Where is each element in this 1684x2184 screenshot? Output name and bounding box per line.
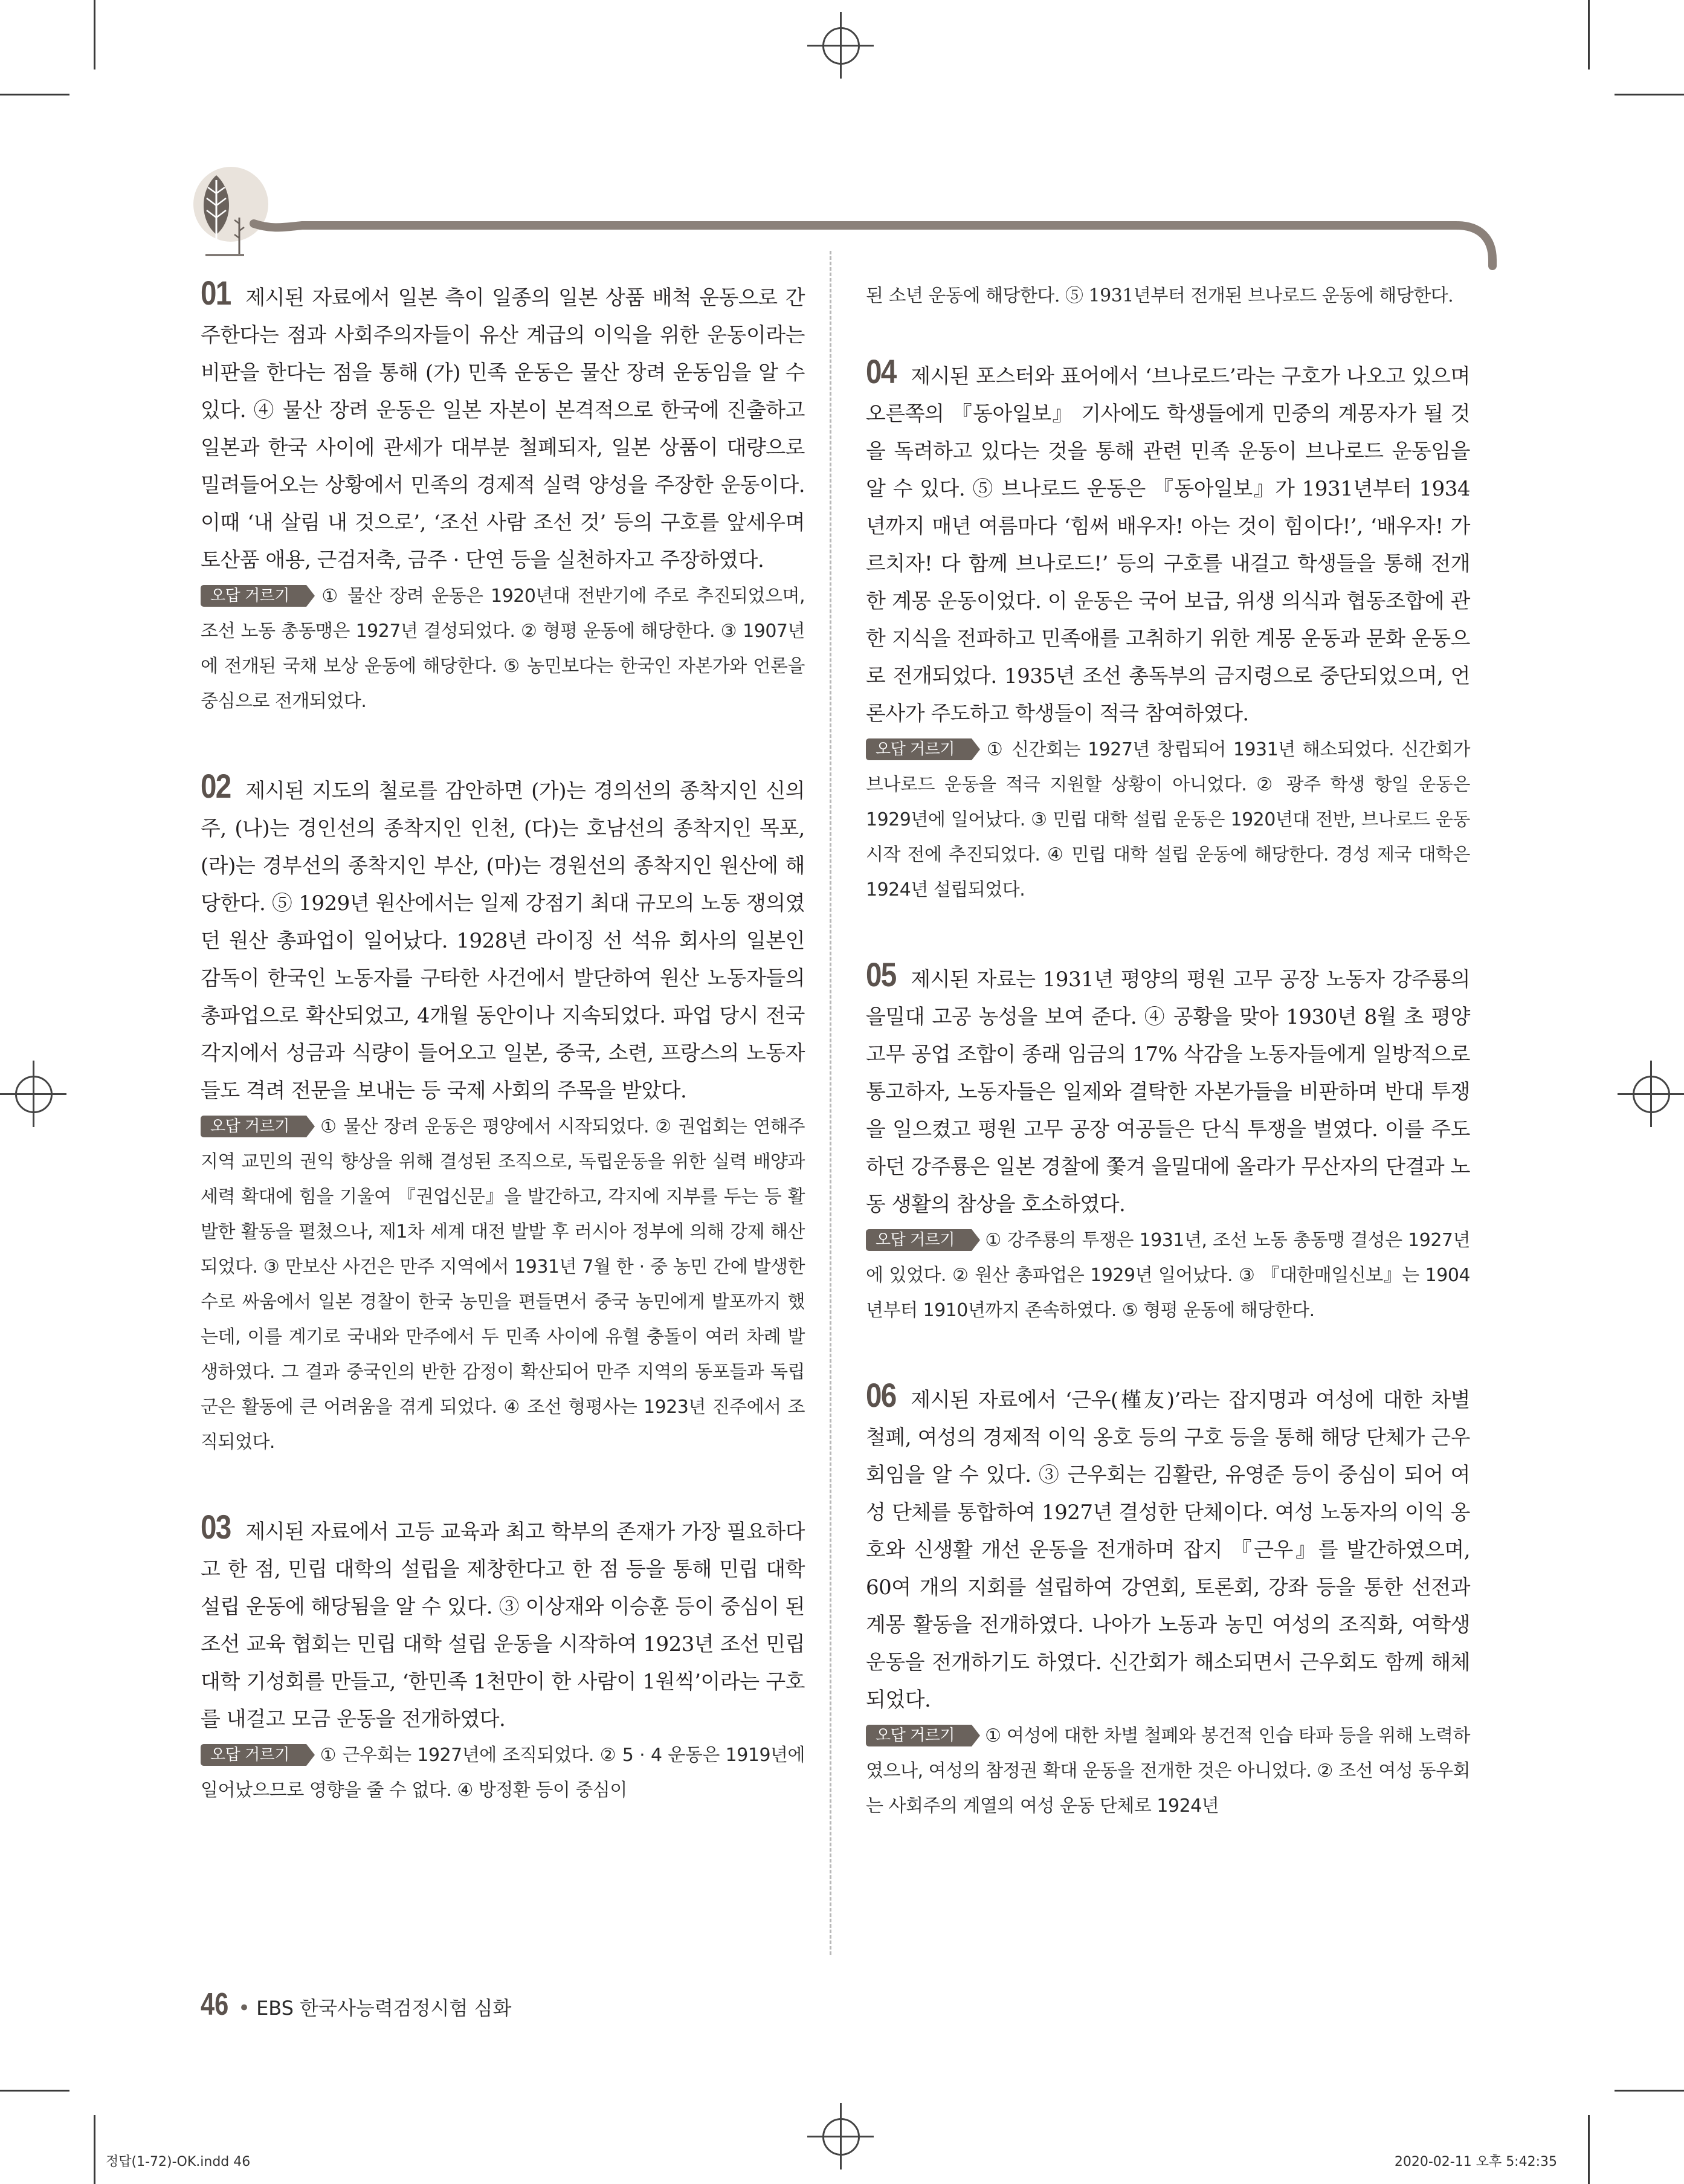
question-number: 06 [866, 1376, 896, 1414]
bullet-icon: • [238, 1996, 251, 2020]
explanation-text: 제시된 자료에서 일본 측이 일종의 일본 상품 배척 운동으로 간주한다는 점과 사회주의자들이 유산 계급의 이익을 위한 운동이라는 비판을 한다는 점을 통해 (가) 민족 운동은 물산 장려 운동임을 알 수 있다. ④ 물산 장려 운동은 일본 자본이 본격적으로 한국에 진출하고 일본과 한국 사이에 관세가 대부분 철폐되자, 일본 상품이 대량으로 밀려들어오는 상황에서 민족의 경제적 실력 양성을 주장한 운동이다. 이때 ‘내 살림 내 것으로’, ‘조선 사람 조선 것’ 등의 구호를 앞세우며 토산품 애용, 근검저축, 금주 · 단연 등을 실천하자고 주장하였다. [201, 286, 805, 572]
slug-timestamp: 2020-02-11 오후 5:42:35 [1394, 2154, 1557, 2169]
entry-body [201, 1508, 805, 1738]
explanation-text: 제시된 자료에서 고등 교육과 최고 학부의 존재가 가장 필요하다고 한 점, 민립 대학의 설립을 제창한다고 한 점 등을 통해 민립 대학 설립 운동에 해당됨을 알 수 있다. ③ 이상재와 이승훈 등이 중심이 된 조선 교육 협회는 민립 대학 설립 운동을 시작하여 1923년 조선 민립 대학 기성회를 만들고, ‘한민족 1천만이 한 사람이 1원씩’이라는 구호를 내걸고 모금 운동을 전개하였다. [201, 1520, 805, 1731]
entry-body [866, 352, 1470, 732]
note-text: ① 근우회는 1927년에 조직되었다. ② 5 · 4 운동은 1919년에 일어났으므로 영향을 줄 수 없다. ④ 방정환 등이 중심이 [201, 1745, 805, 1801]
crop-mark [1588, 0, 1590, 69]
badge-label: 오답 거르기 [876, 1727, 955, 1745]
column-divider [830, 251, 831, 1955]
badge-label: 오답 거르기 [876, 740, 955, 758]
entry-body [866, 955, 1470, 1223]
wrong-answer-note [866, 1719, 1470, 1824]
explanation-text: 제시된 지도의 철로를 감안하면 (가)는 경의선의 종착지인 신의주, (나)는 경인선의 종착지인 인천, (다)는 호남선의 종착지인 목포, (라)는 경부선의 종착지인 부산, (마)는 경원선의 종착지인 원산에 해당한다. ⑤ 1929년 원산에서는 일제 강점기 최대 규모의 노동 쟁의였던 원산 총파업이 일어났다. 1928년 라이징 선 석유 회사의 일본인 감독이 한국인 노동자를 구타한 사건에서 발단하여 원산 노동자들의 총파업으로 확산되었고, 4개월 동안이나 지속되었다. 파업 당시 전국 각지에서 성금과 식량이 들어오고 일본, 중국, 소련, 프랑스의 노동자들도 격려 전문을 보내는 등 국제 사회의 주목을 받았다. [201, 779, 805, 1103]
page-footer [201, 1986, 511, 2023]
note-text: ① 여성에 대한 차별 철폐와 봉건적 인습 타파 등을 위해 노력하였으나, 여성의 참정권 확대 운동을 전개한 것은 아니었다. ② 조선 여성 동우회는 사회주의 계열의 여성 운동 단체로 1924년 [866, 1725, 1470, 1817]
right-column [866, 278, 1470, 1824]
question-number: 01 [201, 274, 231, 312]
continued-note: 된 소년 운동에 해당한다. ⑤ 1931년부터 전개된 브나로드 운동에 해당한다. [866, 285, 1454, 306]
entry-body [201, 767, 805, 1110]
leaf-icon [193, 167, 268, 255]
badge-label: 오답 거르기 [210, 587, 289, 605]
explanation-text: 제시된 자료에서 ‘근우(槿友)’라는 잡지명과 여성에 대한 차별 철폐, 여성의 경제적 이익 옹호 등의 구호 등을 통해 해당 단체가 근우회임을 알 수 있다. ③ 근우회는 김활란, 유영준 등이 중심이 되어 여성 단체를 통합하여 1927년 결성한 단체이다. 여성 노동자의 이익 옹호와 신생활 개선 운동을 전개하며 잡지 『근우』를 발간하였으며, 60여 개의 지회를 설립하여 강연회, 토론회, 강좌 등을 통한 선전과 계몽 활동을 전개하였다. 나아가 노동과 농민 여성의 조직화, 여학생 운동을 전개하기도 하였다. 신간회가 해소되면서 근우회도 함께 해체되었다. [866, 1388, 1470, 1712]
note-text: ① 신간회는 1927년 창립되어 1931년 해소되었다. 신간회가 브나로드 운동을 적극 지원할 상황이 아니었다. ② 광주 학생 항일 운동은 1929년에 일어났다. ③ 민립 대학 설립 운동은 1920년대 전반, 브나로드 운동 시작 전에 추진되었다. ④ 민립 대학 설립 운동에 해당한다. 경성 제국 대학은 1924년 설립되었다. [866, 739, 1470, 900]
wrong-answer-note [201, 1738, 805, 1808]
crop-mark [1588, 2115, 1590, 2184]
wrong-answer-badge [201, 1744, 306, 1766]
crop-mark [94, 2115, 95, 2184]
badge-label: 오답 거르기 [210, 1746, 289, 1764]
question-number: 05 [866, 955, 896, 993]
wrong-answer-badge [866, 1725, 972, 1746]
wrong-answer-badge [866, 1229, 972, 1251]
wrong-answer-note [201, 579, 805, 719]
crop-mark [1615, 2090, 1684, 2092]
answer-entry-03 [201, 1508, 805, 1808]
question-number: 03 [201, 1508, 231, 1546]
wrong-answer-badge [201, 1116, 306, 1137]
page-number: 46 [201, 1987, 229, 2022]
badge-arrow-icon [306, 1744, 315, 1766]
registration-mark-bottom [807, 2103, 874, 2169]
slug-filename: 정답(1-72)-OK.indd 46 [106, 2154, 251, 2169]
note-text: ① 강주룡의 투쟁은 1931년, 조선 노동 총동맹 결성은 1927년에 있었다. ② 원산 총파업은 1929년 일어났다. ③ 『대한매일신보』는 1904년부터 1910년까지 존속하였다. ⑤ 형평 운동에 해당한다. [866, 1230, 1470, 1321]
explanation-text: 제시된 포스터와 표어에서 ‘브나로드’라는 구호가 나오고 있으며 오른쪽의 『동아일보』 기사에도 학생들에게 민중의 계몽자가 될 것을 독려하고 있다는 것을 통해 관련 민족 운동이 브나로드 운동임을 알 수 있다. ⑤ 브나로드 운동은 『동아일보』가 1931년부터 1934년까지 매년 여름마다 ‘힘써 배우자! 아는 것이 힘이다!’, ‘배우자! 가르치자! 다 함께 브나로드!’ 등의 구호를 내걸고 학생들을 통해 전개한 계몽 운동이었다. 이 운동은 국어 보급, 위생 의식과 협동조합에 관한 지식을 전파하고 민족애를 고취하기 위한 계몽 운동과 문화 운동으로 전개되었다. 1935년 조선 총독부의 금지령으로 중단되었으며, 언론사가 주도하고 학생들이 적극 참여하였다. [866, 364, 1470, 726]
left-column [201, 274, 805, 1808]
badge-arrow-icon [972, 1229, 980, 1251]
note-text: ① 물산 장려 운동은 1920년대 전반기에 주로 추진되었으며, 조선 노동 총동맹은 1927년 결성되었다. ② 형평 운동에 해당한다. ③ 1907년에 전개된 국채 보상 운동에 해당한다. ⑤ 농민보다는 한국인 자본가와 언론을 중심으로 전개되었다. [201, 586, 805, 712]
registration-mark-left [0, 1061, 66, 1127]
crop-mark [94, 0, 95, 69]
entry-body [201, 274, 805, 579]
answer-entry-06 [866, 1376, 1470, 1824]
crop-mark [1615, 94, 1684, 95]
registration-mark-right [1618, 1061, 1684, 1127]
explanation-text: 제시된 자료는 1931년 평양의 평원 고무 공장 노동자 강주룡의 을밀대 고공 농성을 보여 준다. ④ 공황을 맞아 1930년 8월 초 평양 고무 공업 조합이 종래 임금의 17% 삭감을 노동자들에게 일방적으로 통고하자, 노동자들은 일제와 결탁한 자본가들을 비판하며 반대 투쟁을 일으켰고 평원 고무 공장 여공들은 단식 투쟁을 벌였다. 이를 주도하던 강주룡은 일본 경찰에 쫓겨 을밀대에 올라가 무산자의 단결과 노동 생활의 참상을 호소하였다. [866, 968, 1470, 1216]
badge-label: 오답 거르기 [876, 1231, 955, 1249]
question-number: 04 [866, 352, 896, 390]
badge-label: 오답 거르기 [210, 1117, 289, 1136]
entry-body [866, 1376, 1470, 1719]
badge-arrow-icon [306, 1116, 315, 1137]
badge-arrow-icon [306, 585, 315, 607]
question-number: 02 [201, 767, 231, 805]
wrong-answer-badge [201, 585, 306, 607]
answer-entry-05 [866, 955, 1470, 1328]
registration-mark-top [807, 12, 874, 79]
note-text: ① 물산 장려 운동은 평양에서 시작되었다. ② 권업회는 연해주 지역 교민의 권익 향상을 위해 결성된 조직으로, 독립운동을 위한 실력 배양과 세력 확대에 힘을 기울여 『권업신문』을 발간하고, 각지에 지부를 두는 등 활발한 활동을 펼쳤으나, 제1차 세계 대전 발발 후 러시아 정부에 의해 강제 해산되었다. ③ 만보산 사건은 만주 지역에서 1931년 7월 한 · 중 농민 간에 발생한 수로 싸움에서 일본 경찰이 한국 농민을 편들면서 중국 농민에게 발포까지 했는데, 이를 계기로 국내와 만주에서 두 민족 사이에 유혈 충돌이 여러 차례 발생하였다. 그 결과 중국인의 반한 감정이 확산되어 만주 지역의 동포들과 독립군은 활동에 큰 어려움을 겪게 되었다. ④ 조선 형평사는 1923년 진주에서 조직되었다. [201, 1116, 805, 1453]
answer-entry-04 [866, 352, 1470, 908]
book-title: EBS 한국사능력검정시험 심화 [256, 1997, 512, 2020]
wrong-answer-note [866, 1223, 1470, 1328]
wrong-answer-note [201, 1110, 805, 1460]
answer-entry-02 [201, 767, 805, 1460]
wrong-answer-note [866, 732, 1470, 908]
crop-mark [0, 2090, 69, 2092]
header-leaf-rule [181, 163, 1511, 284]
badge-arrow-icon [972, 1725, 980, 1746]
wrong-answer-badge [866, 738, 972, 760]
crop-mark [0, 94, 69, 95]
badge-arrow-icon [972, 738, 980, 760]
answer-entry-01 [201, 274, 805, 719]
